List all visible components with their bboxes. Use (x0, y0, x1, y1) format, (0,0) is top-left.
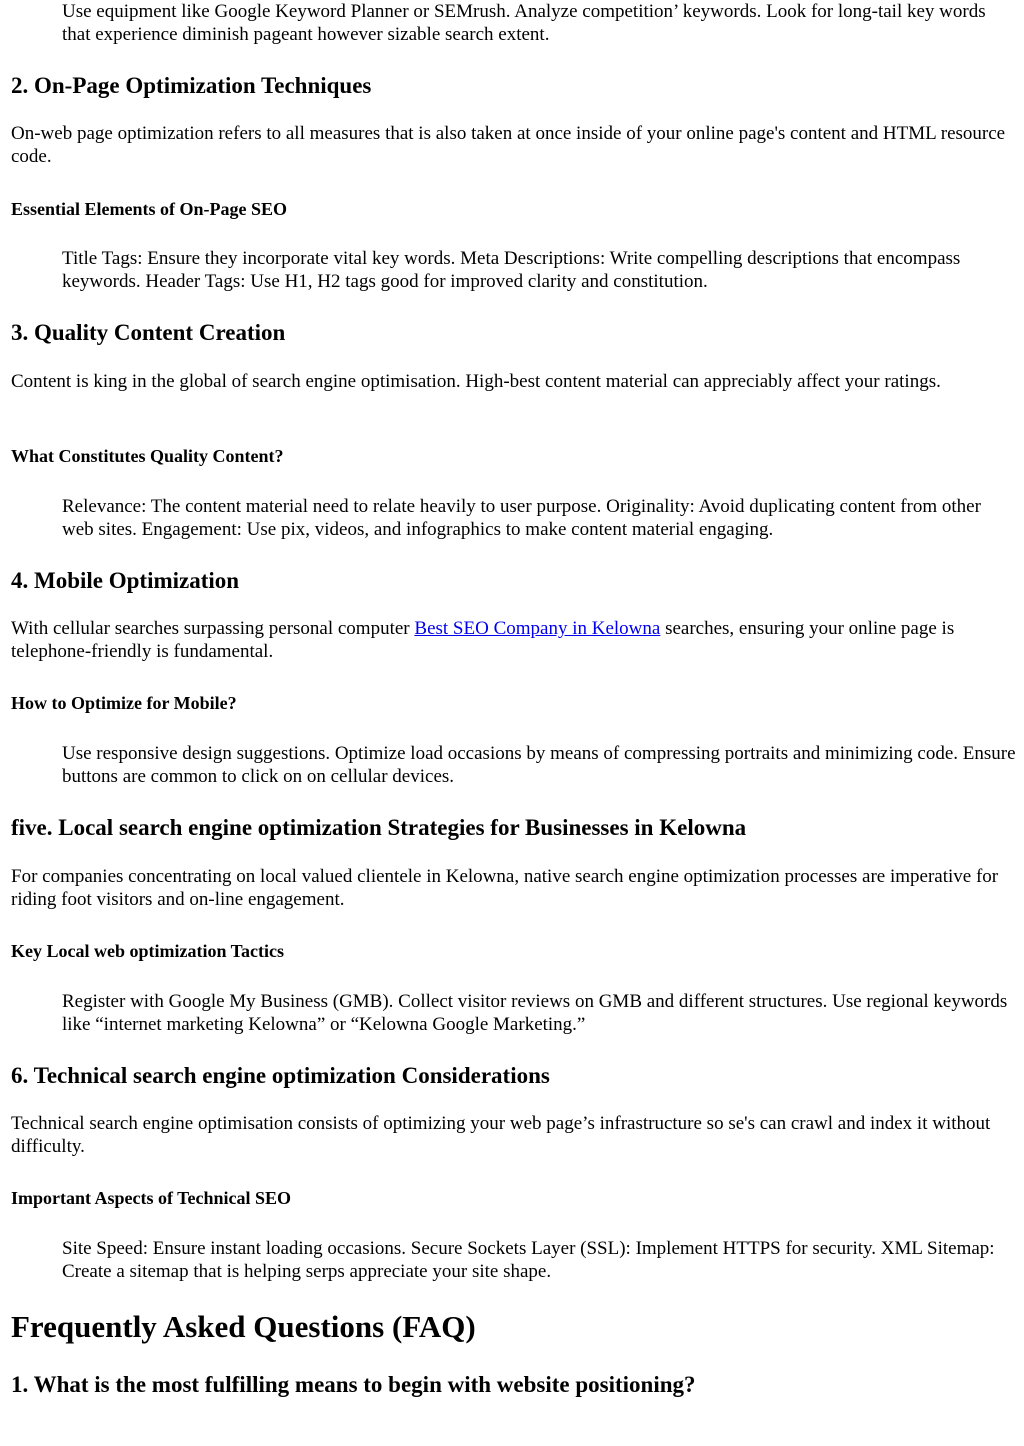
subheading-technical-seo: Important Aspects of Technical SEO (11, 1188, 292, 1208)
mobile-paragraph-text-start: With cellular searches surpassing personal computer (11, 618, 415, 639)
technical-seo-list: Site Speed: Ensure instant loading occasions. Secure Sockets Layer (SSL): Implement HTTPS for security. XML Sitemap: Create a sitemap that is helping serps appreciate your site shape. (62, 1238, 995, 1282)
local-seo-list: Register with Google My Business (GMB). Collect visitor reviews on GMB and different structures. Use regional keywords like “internet marketing Kelowna” or “Kelowna Google Marketing.” (62, 991, 1008, 1035)
section-heading-quality-content: 3. Quality Content Creation (11, 320, 286, 345)
mobile-paragraph-text-end: searches, ensuring your online page is telephone-friendly is fundamental. (11, 618, 955, 662)
subheading-on-page-elements: Essential Elements of On-Page SEO (11, 199, 288, 219)
section-paragraph-mobile (11, 617, 1011, 663)
section-heading-local-seo: five. Local search engine optimization Strategies for Businesses in Kelowna (11, 815, 747, 840)
subheading-local-seo: Key Local web optimization Tactics (11, 941, 284, 961)
section-heading-on-page: 2. On-Page Optimization Techniques (11, 73, 372, 98)
on-page-elements-list: Title Tags: Ensure they incorporate vital key words. Meta Descriptions: Write compelling descriptions that encompass keywords. Header Tags: Use H1, H2 tags good for improved clarity and constitution. (62, 248, 961, 292)
section-heading-technical-seo: 6. Technical search engine optimization Considerations (11, 1063, 550, 1088)
section-paragraph-local-seo: For companies concentrating on local valued clientele in Kelowna, native search engine optimization processes are imperative for riding foot visitors and on-line engagement. (11, 866, 999, 910)
faq-heading: Frequently Asked Questions (FAQ) (11, 1309, 476, 1344)
keyword-research-tips: Use equipment like Google Keyword Planner or SEMrush. Analyze competition’ keywords. Look for long-tail key words that experience diminish pageant however sizable search extent. (62, 1, 986, 45)
section-heading-mobile: 4. Mobile Optimization (11, 568, 240, 593)
subheading-quality-content: What Constitutes Quality Content? (11, 446, 284, 466)
section-paragraph-quality-content: Content is king in the global of search engine optimisation. High-best content material can appreciably affect your ratings. (11, 371, 941, 392)
faq-question-1: 1. What is the most fulfilling means to begin with website positioning? (11, 1372, 696, 1397)
section-paragraph-on-page: On-web page optimization refers to all measures that is also taken at once inside of your online page's content and HTML resource code. (11, 123, 1006, 167)
mobile-optimization-list: Use responsive design suggestions. Optimize load occasions by means of compressing portraits and minimizing code. Ensure buttons are common to click on on cellular devices. (62, 743, 1016, 787)
section-paragraph-technical-seo: Technical search engine optimisation consists of optimizing your web page’s infrastructure so se's can crawl and index it without difficulty. (11, 1113, 991, 1157)
subheading-mobile: How to Optimize for Mobile? (11, 693, 237, 713)
best-seo-company-link[interactable]: Best SEO Company in Kelowna (414, 618, 661, 639)
quality-content-list: Relevance: The content material need to relate heavily to user purpose. Originality: Avoid duplicating content from other web sites. Engagement: Use pix, videos, and infographics to make content material engaging. (62, 496, 981, 540)
